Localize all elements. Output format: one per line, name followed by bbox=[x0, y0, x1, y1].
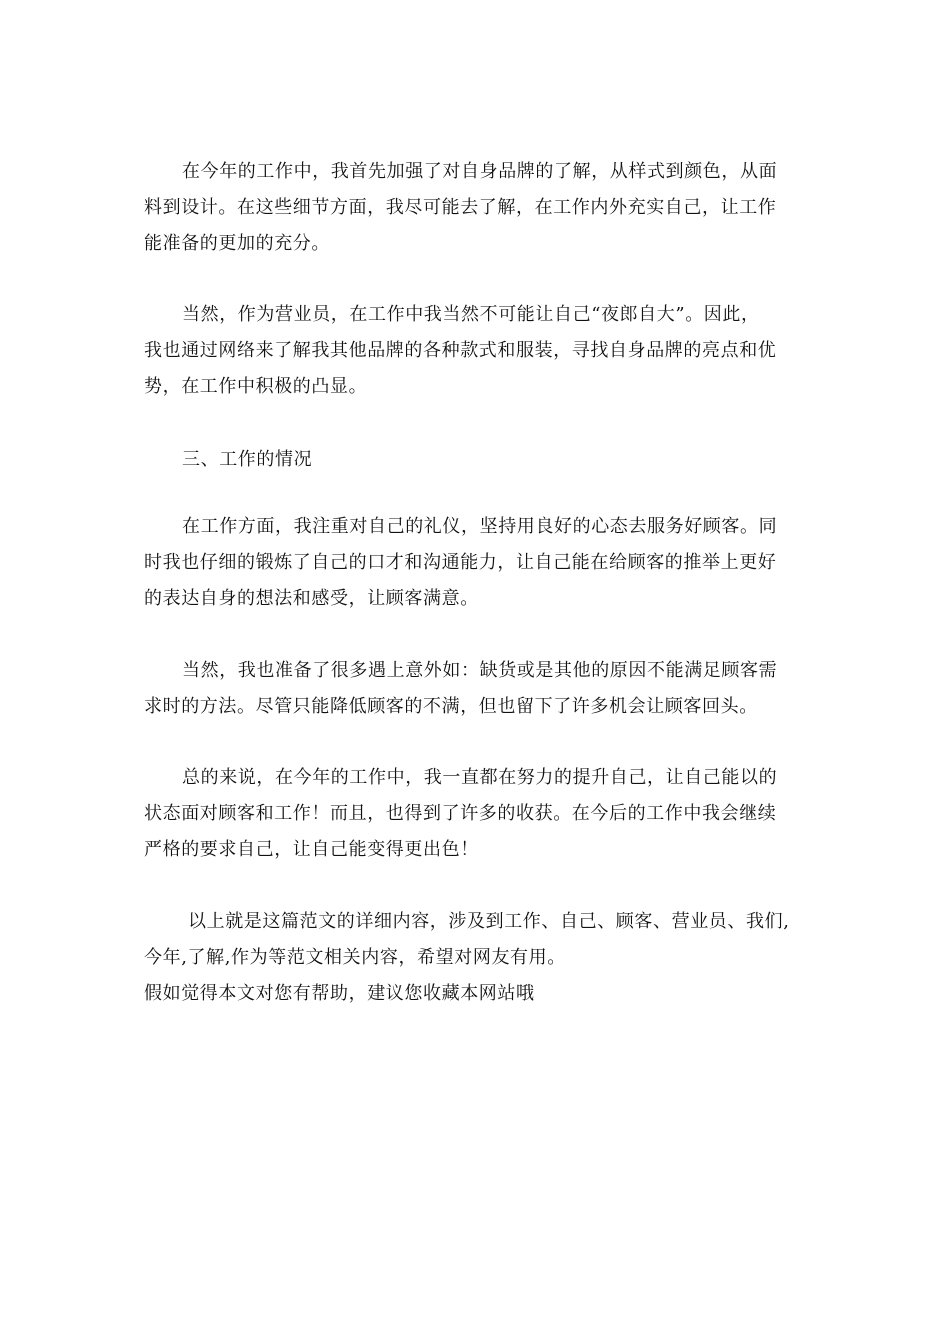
paragraph-brand-knowledge bbox=[144, 154, 814, 262]
text-line: 的表达自身的想法和感受，让顾客满意。 bbox=[144, 588, 479, 609]
text-line: 求时的方法。尽管只能降低顾客的不满，但也留下了许多机会让顾客回头。 bbox=[144, 696, 758, 717]
text-line: 我也通过网络来了解我其他品牌的各种款式和服装，寻找自身品牌的亮点和优 bbox=[144, 340, 777, 361]
text-line: 时我也仔细的锻炼了自己的口才和沟通能力，让自己能在给顾客的推举上更好 bbox=[144, 552, 777, 573]
text-line: 以上就是这篇范文的详细内容，涉及到工作、自己、顾客、营业员、我们, bbox=[188, 911, 790, 932]
heading-work-situation: 三、工作的情况 bbox=[182, 449, 313, 470]
text-line: 当然，我也准备了很多遇上意外如：缺货或是其他的原因不能满足顾客需 bbox=[182, 660, 778, 681]
text-line: 能准备的更加的充分。 bbox=[144, 233, 330, 254]
text-line: 严格的要求自己，让自己能变得更出色！ bbox=[144, 839, 479, 860]
text-line: 今年,了解,作为等范文相关内容，希望对网友有用。 bbox=[144, 947, 566, 968]
text-line: 势，在工作中积极的凸显。 bbox=[144, 376, 368, 397]
closing-summary bbox=[144, 904, 814, 976]
text-line: 当然，作为营业员，在工作中我当然不可能让自己“夜郎自大”。因此， bbox=[182, 304, 760, 325]
paragraph-summary bbox=[144, 760, 814, 868]
paragraph-contingency bbox=[144, 653, 814, 725]
text-line: 在工作方面，我注重对自己的礼仪，坚持用良好的心态去服务好顾客。同 bbox=[182, 516, 778, 537]
section-heading bbox=[144, 442, 814, 478]
text-line: 状态面对顾客和工作！而且，也得到了许多的收获。在今后的工作中我会继续 bbox=[144, 803, 777, 824]
paragraph-etiquette bbox=[144, 509, 814, 617]
paragraph-competitor-research bbox=[144, 297, 814, 405]
text-line: 在今年的工作中，我首先加强了对自身品牌的了解，从样式到颜色，从面 bbox=[182, 161, 778, 182]
bookmark-note: 假如觉得本文对您有帮助，建议您收藏本网站哦 bbox=[144, 983, 535, 1004]
text-line: 料到设计。在这些细节方面，我尽可能去了解，在工作内外充实自己，让工作 bbox=[144, 197, 777, 218]
text-line: 总的来说，在今年的工作中，我一直都在努力的提升自己，让自己能以的 bbox=[182, 767, 778, 788]
